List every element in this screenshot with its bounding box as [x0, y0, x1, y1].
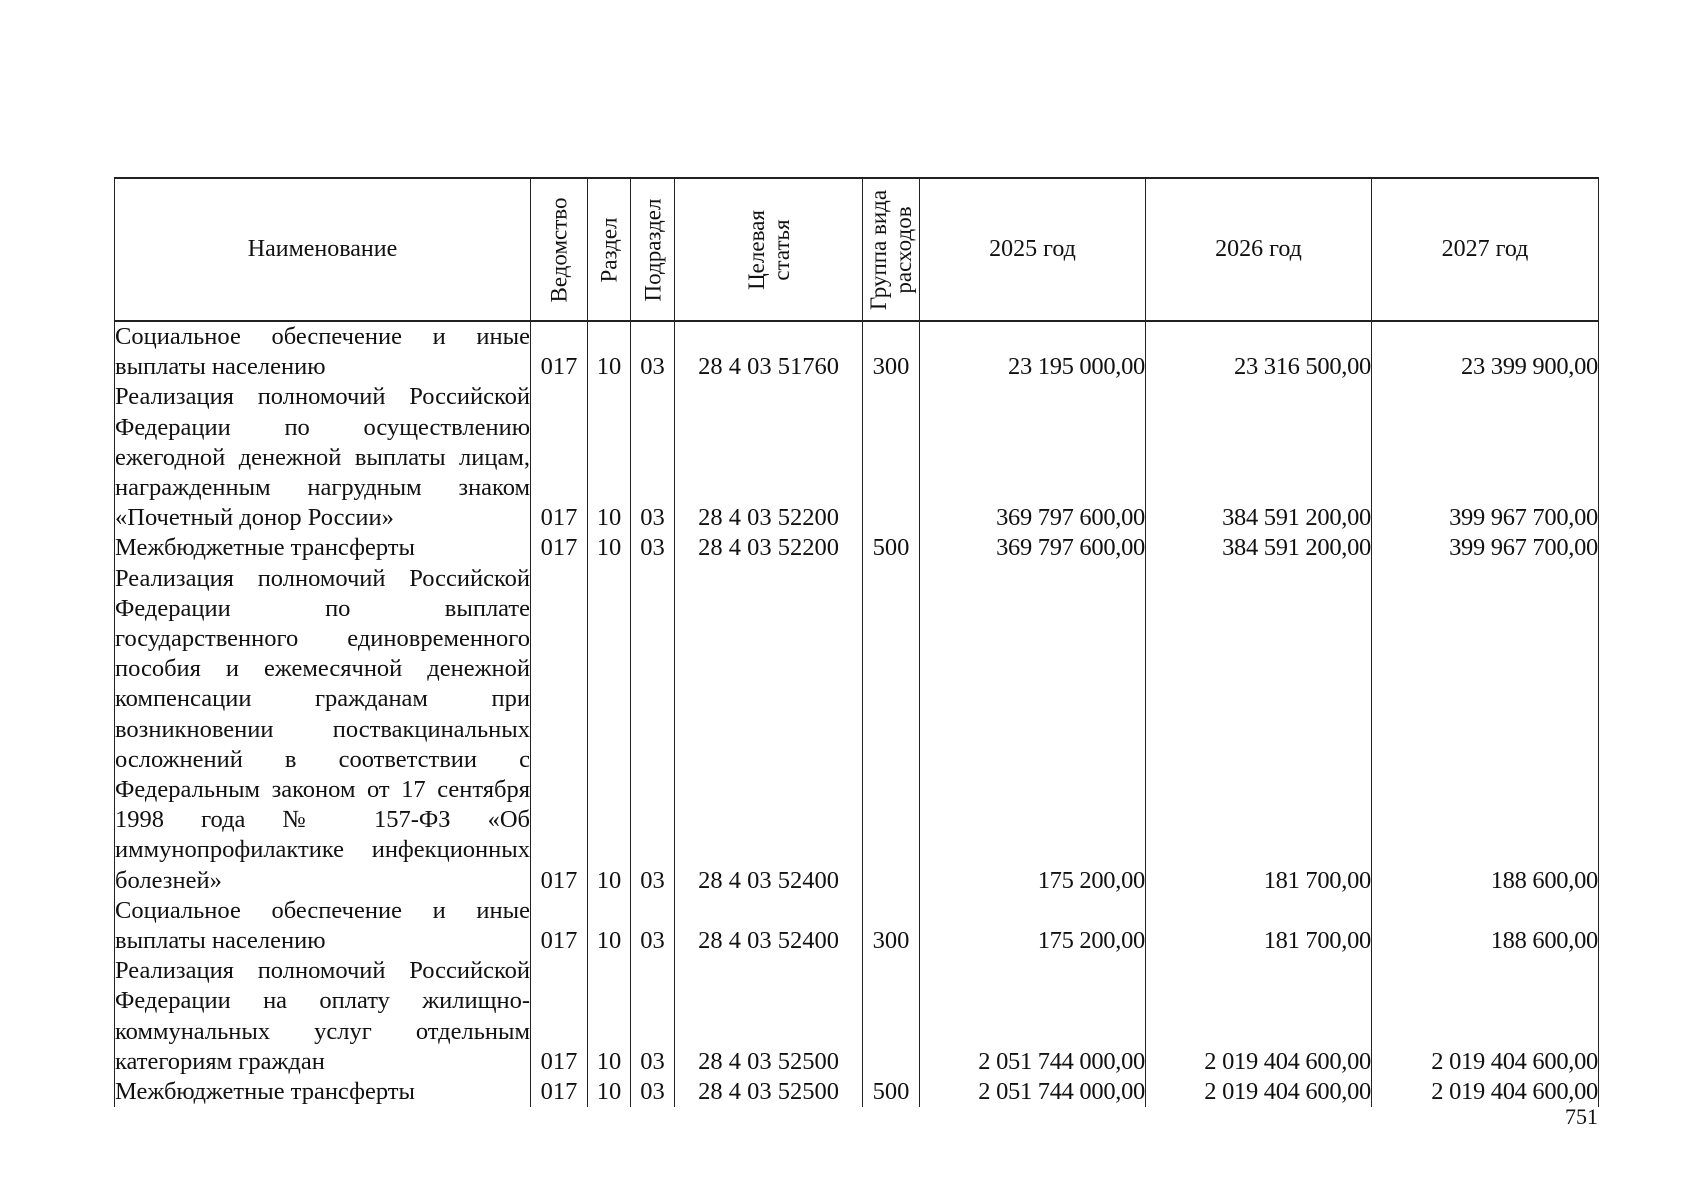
row-name: Реализация полномочий Российской Федерации по выплате государственного единовременного пособия и ежемесячной денежной компенсации гражданам при возникновении поствакцинальных осложнений в соответствии с Федеральным законом от 17 сентября 1998 года № 157-ФЗ «Об иммунопрофилактике инфекционных болезней»	[115, 564, 531, 896]
row-group	[863, 564, 920, 896]
row-2025: 369 797 600,00	[920, 382, 1146, 533]
header-target-article-label	[744, 210, 794, 290]
row-target: 28 4 03 51760	[675, 321, 863, 382]
table-row	[115, 1077, 1599, 1107]
row-2027: 188 600,00	[1372, 896, 1599, 956]
row-department: 017	[531, 321, 588, 382]
row-section: 10	[588, 1077, 631, 1107]
row-2025: 23 195 000,00	[920, 321, 1146, 382]
row-subsection: 03	[631, 321, 675, 382]
header-expense-group	[863, 178, 920, 321]
row-group: 300	[863, 321, 920, 382]
header-section	[588, 178, 631, 321]
row-2026: 2 019 404 600,00	[1146, 956, 1372, 1077]
row-group: 300	[863, 896, 920, 956]
row-group: 500	[863, 533, 920, 563]
header-target-line1: Целевая	[743, 209, 769, 290]
row-group: 500	[863, 1077, 920, 1107]
row-target: 28 4 03 52500	[675, 956, 863, 1077]
row-2027: 2 019 404 600,00	[1372, 956, 1599, 1077]
header-department-label: Ведомство	[546, 196, 572, 303]
row-section: 10	[588, 533, 631, 563]
row-section: 10	[588, 382, 631, 533]
header-target-article	[675, 178, 863, 321]
row-2026: 384 591 200,00	[1146, 382, 1372, 533]
row-section: 10	[588, 321, 631, 382]
table-header-row	[115, 178, 1599, 321]
row-section: 10	[588, 896, 631, 956]
header-year-2026: 2026 год	[1146, 178, 1372, 321]
table-row	[115, 956, 1599, 1077]
header-target-line2: статья	[768, 218, 794, 281]
row-2025: 175 200,00	[920, 564, 1146, 896]
header-department	[531, 178, 588, 321]
page-number: 751	[1565, 1104, 1598, 1129]
row-department: 017	[531, 1077, 588, 1107]
header-year-2025: 2025 год	[920, 178, 1146, 321]
row-subsection: 03	[631, 1077, 675, 1107]
row-department: 017	[531, 896, 588, 956]
row-name: Межбюджетные трансферты	[115, 533, 531, 563]
row-name: Реализация полномочий Российской Федерации по осуществлению ежегодной денежной выплаты лицам, награжденным нагрудным знаком «Почетный донор России»	[115, 382, 531, 533]
table-row	[115, 896, 1599, 956]
table-row	[115, 321, 1599, 382]
row-name: Реализация полномочий Российской Федерации на оплату жилищно-коммунальных услуг отдельным категориям граждан	[115, 956, 531, 1077]
row-2025: 175 200,00	[920, 896, 1146, 956]
row-2027: 2 019 404 600,00	[1372, 1077, 1599, 1107]
row-2027: 399 967 700,00	[1372, 382, 1599, 533]
row-2027: 399 967 700,00	[1372, 533, 1599, 563]
row-department: 017	[531, 533, 588, 563]
row-2026: 23 316 500,00	[1146, 321, 1372, 382]
row-name: Социальное обеспечение и иные выплаты населению	[115, 896, 531, 956]
row-target: 28 4 03 52200	[675, 382, 863, 533]
row-target: 28 4 03 52500	[675, 1077, 863, 1107]
row-target: 28 4 03 52400	[675, 564, 863, 896]
row-target: 28 4 03 52400	[675, 896, 863, 956]
header-group-line1: Группа вида	[866, 189, 891, 310]
row-name: Межбюджетные трансферты	[115, 1077, 531, 1107]
row-name: Социальное обеспечение и иные выплаты населению	[115, 321, 531, 382]
row-2026: 181 700,00	[1146, 896, 1372, 956]
row-group	[863, 956, 920, 1077]
row-subsection: 03	[631, 564, 675, 896]
row-2026: 384 591 200,00	[1146, 533, 1372, 563]
header-expense-group-label	[866, 189, 916, 309]
row-subsection: 03	[631, 382, 675, 533]
header-group-line2: расходов	[891, 205, 916, 294]
table-row	[115, 382, 1599, 533]
row-department: 017	[531, 382, 588, 533]
row-2025: 2 051 744 000,00	[920, 1077, 1146, 1107]
header-year-2027: 2027 год	[1372, 178, 1599, 321]
table-row	[115, 564, 1599, 896]
header-subsection-label: Подраздел	[640, 198, 665, 301]
budget-table	[114, 177, 1599, 1107]
row-2025: 369 797 600,00	[920, 533, 1146, 563]
row-section: 10	[588, 956, 631, 1077]
row-department: 017	[531, 564, 588, 896]
row-2027: 23 399 900,00	[1372, 321, 1599, 382]
row-department: 017	[531, 956, 588, 1077]
row-subsection: 03	[631, 533, 675, 563]
header-subsection	[631, 178, 675, 321]
table-row	[115, 533, 1599, 563]
row-subsection: 03	[631, 896, 675, 956]
row-2025: 2 051 744 000,00	[920, 956, 1146, 1077]
header-name: Наименование	[115, 178, 531, 321]
row-target: 28 4 03 52200	[675, 533, 863, 563]
row-group	[863, 382, 920, 533]
row-2026: 2 019 404 600,00	[1146, 1077, 1372, 1107]
row-2027: 188 600,00	[1372, 564, 1599, 896]
row-section: 10	[588, 564, 631, 896]
header-section-label: Раздел	[596, 216, 622, 283]
row-2026: 181 700,00	[1146, 564, 1372, 896]
row-subsection: 03	[631, 956, 675, 1077]
